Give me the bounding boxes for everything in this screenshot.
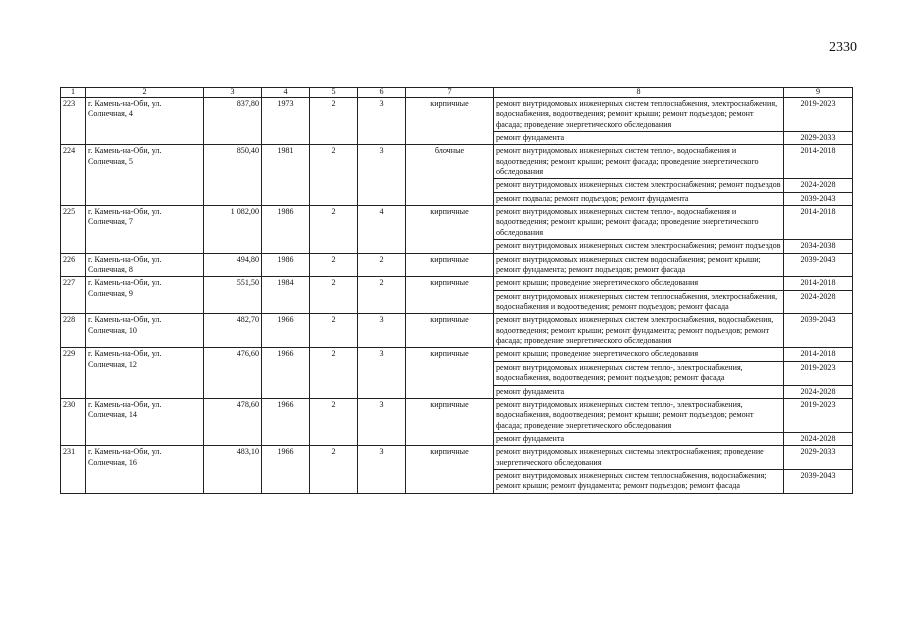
table-row xyxy=(61,398,853,432)
works-cell: ремонт крыши; проведение энергетического обследования xyxy=(494,348,784,361)
row-number: 225 xyxy=(61,206,86,253)
column-5-cell: 2 xyxy=(310,398,358,445)
repair-program-table xyxy=(60,87,853,494)
area-cell: 478,60 xyxy=(204,398,262,445)
period-cell: 2024-2028 xyxy=(784,385,853,398)
column-6-cell: 2 xyxy=(358,277,406,314)
year-cell: 1984 xyxy=(262,277,310,314)
period-cell: 2019-2023 xyxy=(784,361,853,385)
works-cell: ремонт фундамента xyxy=(494,131,784,144)
period-cell: 2039-2043 xyxy=(784,470,853,494)
wall-material-cell: блочные xyxy=(406,145,494,206)
wall-material-cell: кирпичные xyxy=(406,446,494,493)
area-cell: 1 082,00 xyxy=(204,206,262,253)
column-5-cell: 2 xyxy=(310,348,358,398)
address-cell: г. Камень-на-Оби, ул. Солнечная, 12 xyxy=(86,348,204,398)
address-cell: г. Камень-на-Оби, ул. Солнечная, 5 xyxy=(86,145,204,206)
column-5-cell: 2 xyxy=(310,446,358,493)
year-cell: 1986 xyxy=(262,253,310,277)
works-cell: ремонт внутридомовых инженерных систем водоснабжения; ремонт крыши; ремонт фундамента; ремонт подъездов; ремонт фасада xyxy=(494,253,784,277)
works-cell: ремонт фундамента xyxy=(494,385,784,398)
period-cell: 2039-2043 xyxy=(784,314,853,348)
area-cell: 837,80 xyxy=(204,97,262,144)
year-cell: 1986 xyxy=(262,206,310,253)
row-number: 224 xyxy=(61,145,86,206)
column-5-cell: 2 xyxy=(310,314,358,348)
row-number: 230 xyxy=(61,398,86,445)
works-cell: ремонт крыши; проведение энергетического обследования xyxy=(494,277,784,290)
area-cell: 483,10 xyxy=(204,446,262,493)
column-header: 9 xyxy=(784,88,853,98)
column-5-cell: 2 xyxy=(310,206,358,253)
column-6-cell: 3 xyxy=(358,97,406,144)
row-number: 228 xyxy=(61,314,86,348)
works-cell: ремонт внутридомовых инженерных систем тепло-, водоснабжения и водоотведения; ремонт крыши; ремонт фасада; проведение энергетического обследования xyxy=(494,206,784,240)
wall-material-cell: кирпичные xyxy=(406,253,494,277)
period-cell: 2019-2023 xyxy=(784,398,853,432)
works-cell: ремонт внутридомовых инженерных систем электроснабжения; ремонт подъездов xyxy=(494,240,784,253)
column-6-cell: 3 xyxy=(358,348,406,398)
period-cell: 2014-2018 xyxy=(784,145,853,179)
column-header: 2 xyxy=(86,88,204,98)
works-cell: ремонт внутридомовых инженерных систем теплоснабжения, водоснабжения; ремонт крыши; ремонт фундамента; ремонт подъездов; ремонт фасада xyxy=(494,470,784,494)
row-number: 231 xyxy=(61,446,86,493)
year-cell: 1973 xyxy=(262,97,310,144)
address-cell: г. Камень-на-Оби, ул. Солнечная, 14 xyxy=(86,398,204,445)
column-header: 7 xyxy=(406,88,494,98)
address-cell: г. Камень-на-Оби, ул. Солнечная, 8 xyxy=(86,253,204,277)
period-cell: 2024-2028 xyxy=(784,432,853,445)
column-6-cell: 3 xyxy=(358,314,406,348)
column-6-cell: 3 xyxy=(358,398,406,445)
works-cell: ремонт внутридомовых инженерных систем теплоснабжения, электроснабжения, водоснабжения и водоотведения; ремонт подъездов; ремонт фасада xyxy=(494,290,784,314)
column-6-cell: 4 xyxy=(358,206,406,253)
column-6-cell: 2 xyxy=(358,253,406,277)
works-cell: ремонт внутридомовых инженерных систем электроснабжения; ремонт подъездов xyxy=(494,179,784,192)
column-header: 1 xyxy=(61,88,86,98)
wall-material-cell: кирпичные xyxy=(406,277,494,314)
address-cell: г. Камень-на-Оби, ул. Солнечная, 10 xyxy=(86,314,204,348)
works-cell: ремонт фундамента xyxy=(494,432,784,445)
table-row xyxy=(61,446,853,470)
table-row xyxy=(61,277,853,290)
address-cell: г. Камень-на-Оби, ул. Солнечная, 4 xyxy=(86,97,204,144)
works-cell: ремонт внутридомовых инженерных систем теплоснабжения, электроснабжения, водоснабжения, водоотведения; ремонт крыши; ремонт подъездов; ремонт фасада; проведение энергетического обследования xyxy=(494,97,784,131)
column-5-cell: 2 xyxy=(310,277,358,314)
table-row xyxy=(61,206,853,240)
row-number: 226 xyxy=(61,253,86,277)
table-row xyxy=(61,348,853,361)
address-cell: г. Камень-на-Оби, ул. Солнечная, 9 xyxy=(86,277,204,314)
period-cell: 2019-2023 xyxy=(784,97,853,131)
year-cell: 1966 xyxy=(262,446,310,493)
table-body xyxy=(61,97,853,493)
wall-material-cell: кирпичные xyxy=(406,348,494,398)
year-cell: 1966 xyxy=(262,314,310,348)
works-cell: ремонт внутридомовых инженерных систем тепло-, водоснабжения и водоотведения; ремонт крыши; ремонт фасада; проведение энергетического обследования xyxy=(494,145,784,179)
row-number: 229 xyxy=(61,348,86,398)
column-5-cell: 2 xyxy=(310,97,358,144)
area-cell: 850,40 xyxy=(204,145,262,206)
works-cell: ремонт внутридомовых инженерных систем тепло-, электроснабжения, водоснабжения, водоотведения; ремонт крыши; ремонт подъездов; ремонт фасада; проведение энергетического обследования xyxy=(494,398,784,432)
works-cell: ремонт внутридомовых инженерных системы электроснабжения; проведение энергетического обследования xyxy=(494,446,784,470)
area-cell: 476,60 xyxy=(204,348,262,398)
period-cell: 2034-2038 xyxy=(784,240,853,253)
wall-material-cell: кирпичные xyxy=(406,398,494,445)
year-cell: 1966 xyxy=(262,348,310,398)
row-number: 223 xyxy=(61,97,86,144)
period-cell: 2029-2033 xyxy=(784,446,853,470)
area-cell: 551,50 xyxy=(204,277,262,314)
wall-material-cell: кирпичные xyxy=(406,314,494,348)
table-row xyxy=(61,253,853,277)
page-number: 2330 xyxy=(829,40,857,55)
column-5-cell: 2 xyxy=(310,253,358,277)
address-cell: г. Камень-на-Оби, ул. Солнечная, 16 xyxy=(86,446,204,493)
period-cell: 2014-2018 xyxy=(784,348,853,361)
column-6-cell: 3 xyxy=(358,145,406,206)
address-cell: г. Камень-на-Оби, ул. Солнечная, 7 xyxy=(86,206,204,253)
column-header: 4 xyxy=(262,88,310,98)
period-cell: 2014-2018 xyxy=(784,206,853,240)
column-header: 3 xyxy=(204,88,262,98)
column-header: 8 xyxy=(494,88,784,98)
column-5-cell: 2 xyxy=(310,145,358,206)
period-cell: 2039-2043 xyxy=(784,192,853,205)
works-cell: ремонт подвала; ремонт подъездов; ремонт фундамента xyxy=(494,192,784,205)
period-cell: 2024-2028 xyxy=(784,179,853,192)
table-row xyxy=(61,145,853,179)
column-header: 6 xyxy=(358,88,406,98)
row-number: 227 xyxy=(61,277,86,314)
area-cell: 494,80 xyxy=(204,253,262,277)
year-cell: 1981 xyxy=(262,145,310,206)
table-row xyxy=(61,97,853,131)
area-cell: 482,70 xyxy=(204,314,262,348)
table-header-row xyxy=(61,88,853,98)
works-cell: ремонт внутридомовых инженерных систем электроснабжения, водоснабжения, водоотведения; ремонт крыши; ремонт фундамента; ремонт подъездов; ремонт фасада; проведение энергетического обследования xyxy=(494,314,784,348)
period-cell: 2039-2043 xyxy=(784,253,853,277)
column-6-cell: 3 xyxy=(358,446,406,493)
wall-material-cell: кирпичные xyxy=(406,206,494,253)
works-cell: ремонт внутридомовых инженерных систем тепло-, электроснабжения, водоснабжения, водоотведения; ремонт подъездов; ремонт фасада xyxy=(494,361,784,385)
year-cell: 1966 xyxy=(262,398,310,445)
column-header: 5 xyxy=(310,88,358,98)
wall-material-cell: кирпичные xyxy=(406,97,494,144)
period-cell: 2029-2033 xyxy=(784,131,853,144)
table-row xyxy=(61,314,853,348)
period-cell: 2014-2018 xyxy=(784,277,853,290)
period-cell: 2024-2028 xyxy=(784,290,853,314)
